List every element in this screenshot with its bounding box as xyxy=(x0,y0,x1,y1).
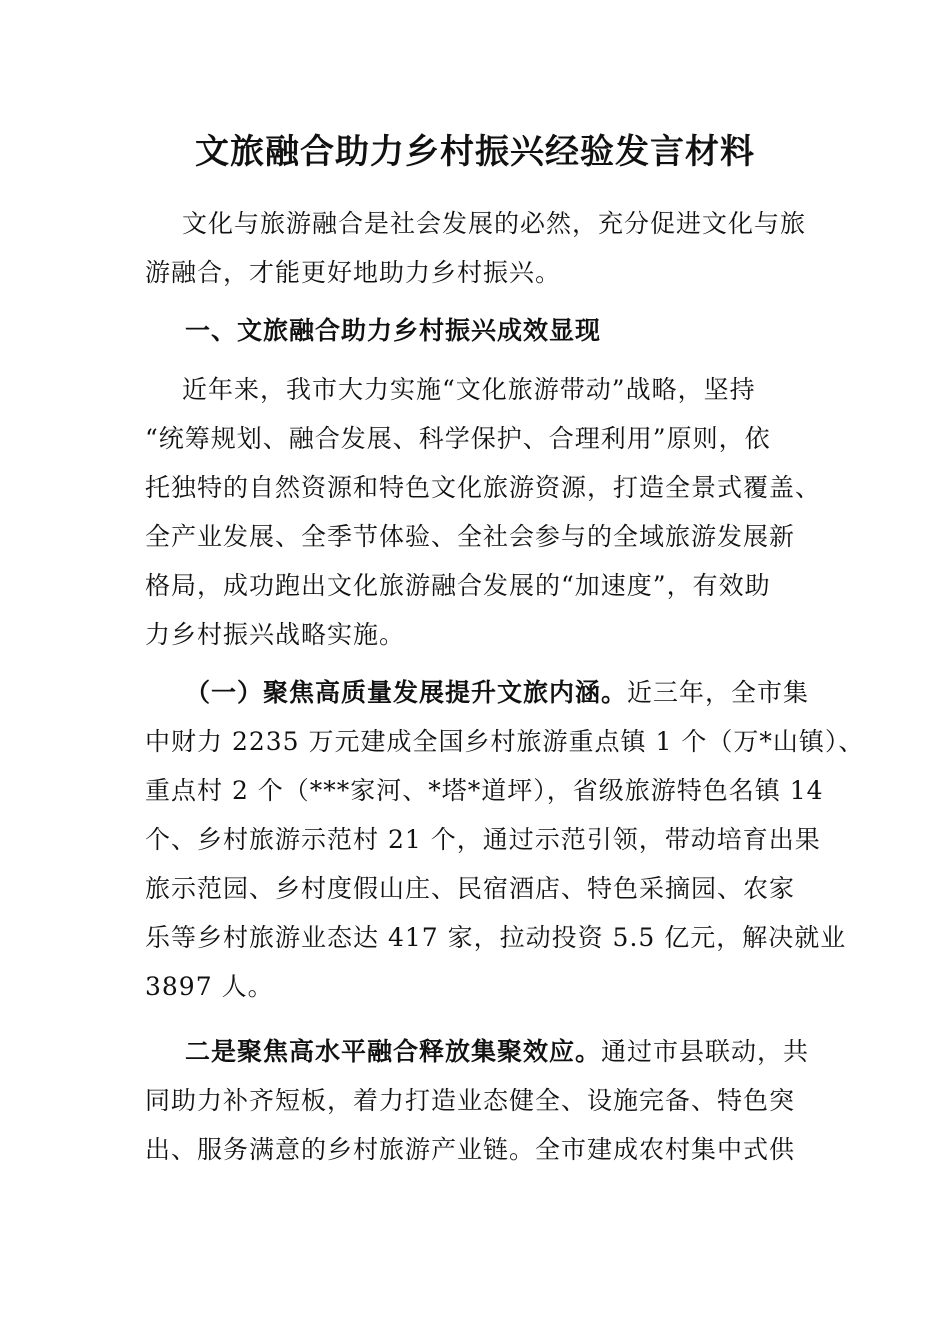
text-span: 乐等乡村旅游业态达 417 家，拉动投资 5.5 亿元，解决就业 xyxy=(145,923,847,952)
document-title: 文旅融合助力乡村振兴经验发言材料 xyxy=(195,132,755,172)
paragraph-line xyxy=(145,568,771,604)
text-span: 一、文旅融合助力乡村振兴成效显现 xyxy=(185,316,602,345)
paragraph-line xyxy=(182,206,806,242)
paragraph-line xyxy=(145,822,821,858)
paragraph-line xyxy=(185,1034,809,1070)
paragraph-line xyxy=(185,675,809,711)
section-heading xyxy=(185,313,601,349)
text-span: 旅示范园、乡村度假山庄、民宿酒店、特色采摘园、农家 xyxy=(145,874,796,903)
paragraph-line xyxy=(145,617,405,653)
text-span: 文化与旅游融合是社会发展的必然，充分促进文化与旅 xyxy=(182,209,807,238)
text-span: 格局，成功跑出文化旅游融合发展的“加速度”，有效助 xyxy=(145,571,771,600)
paragraph-line xyxy=(145,255,561,291)
paragraph-line xyxy=(145,470,821,506)
text-span: 近年来，我市大力实施“文化旅游带动”战略，坚持 xyxy=(182,375,756,404)
paragraph-line xyxy=(145,519,795,555)
text-span: 同助力补齐短板，着力打造业态健全、设施完备、特色突 xyxy=(145,1086,796,1115)
text-span: 通过市县联动，共 xyxy=(601,1037,810,1066)
text-span: 个、乡村旅游示范村 21 个，通过示范引领，带动培育出果 xyxy=(145,825,821,854)
paragraph-line xyxy=(145,724,864,760)
paragraph-line xyxy=(182,372,756,408)
paragraph-line xyxy=(145,920,846,956)
bold-lead-span: 二是聚焦高水平融合释放集聚效应。 xyxy=(185,1037,602,1066)
text-span: 出、服务满意的乡村旅游产业链。全市建成农村集中式供 xyxy=(145,1135,796,1164)
text-span: 重点村 2 个（***家河、*塔*道坪），省级旅游特色名镇 14 xyxy=(145,776,824,805)
text-span: 近三年，全市集 xyxy=(627,678,810,707)
text-span: 全产业发展、全季节体验、全社会参与的全域旅游发展新 xyxy=(145,522,796,551)
paragraph-line xyxy=(145,871,795,907)
text-span: “统筹规划、融合发展、科学保护、合理利用”原则，依 xyxy=(145,424,771,453)
text-span: 游融合，才能更好地助力乡村振兴。 xyxy=(145,258,562,287)
bold-lead-span: （一）聚焦高质量发展提升文旅内涵。 xyxy=(185,678,628,707)
paragraph-line xyxy=(145,969,274,1005)
text-span: 托独特的自然资源和特色文化旅游资源，打造全景式覆盖、 xyxy=(145,473,822,502)
text-span: 力乡村振兴战略实施。 xyxy=(145,620,406,649)
paragraph-line xyxy=(145,773,824,809)
text-span: 3897 人。 xyxy=(145,972,274,1001)
paragraph-line xyxy=(145,421,771,457)
paragraph-line xyxy=(145,1132,795,1168)
text-span: 中财力 2235 万元建成全国乡村旅游重点镇 1 个（万*山镇）、 xyxy=(145,727,865,756)
paragraph-line xyxy=(145,1083,795,1119)
